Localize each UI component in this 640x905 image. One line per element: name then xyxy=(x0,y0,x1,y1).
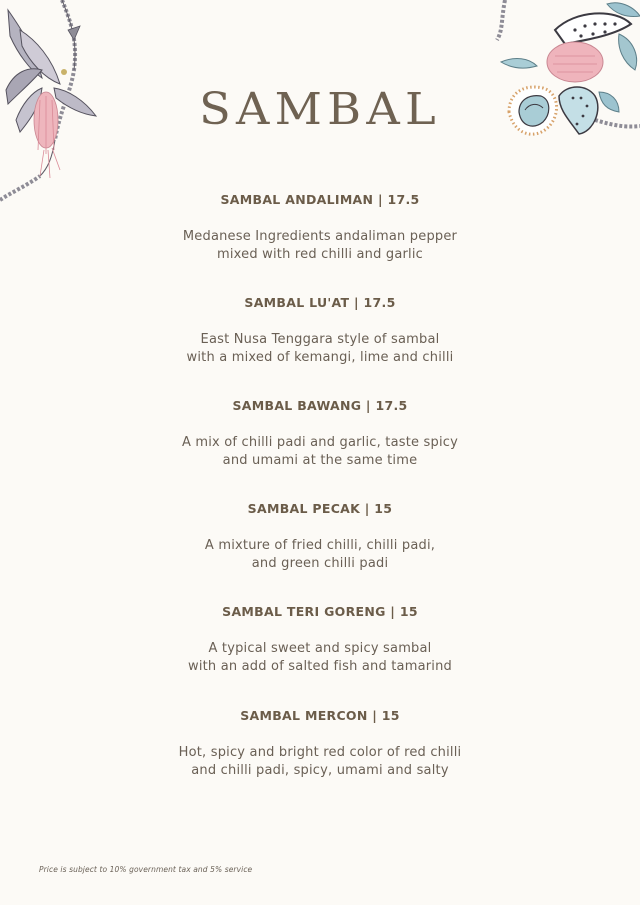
menu-item-description-line: and chilli padi, spicy, umami and salty xyxy=(191,762,449,778)
menu-item-description-line: mixed with red chilli and garlic xyxy=(217,246,423,262)
tax-service-note: Price is subject to 10% government tax and 5% service xyxy=(39,865,253,874)
menu-item-description xyxy=(60,228,580,263)
menu-item-name: SAMBAL MERCON | 15 xyxy=(240,708,400,723)
menu-item xyxy=(60,294,580,366)
menu-item-description-line: Medanese Ingredients andaliman pepper xyxy=(182,229,458,244)
menu-item-description xyxy=(60,640,580,675)
menu-item xyxy=(60,397,580,469)
menu-item xyxy=(60,707,580,779)
menu-item-description-line: A mixture of fried chilli, chilli padi, xyxy=(204,538,436,553)
menu-item-name: SAMBAL PECAK | 15 xyxy=(247,501,393,516)
menu-item-description xyxy=(60,744,580,779)
menu-item-name: SAMBAL TERI GORENG | 15 xyxy=(222,604,418,619)
menu-item-description-line: Hot, spicy and bright red color of red chilli xyxy=(178,745,462,760)
menu-item-description-line: and green chilli padi xyxy=(251,555,389,571)
menu-item-name: SAMBAL ANDALIMAN | 17.5 xyxy=(220,192,420,207)
menu-item-description-line: and umami at the same time xyxy=(222,452,418,468)
menu-item-description-line: A typical sweet and spicy sambal xyxy=(208,641,432,656)
menu-item-description-line: with a mixed of kemangi, lime and chilli xyxy=(186,349,454,365)
menu-item-description-line: A mix of chilli padi and garlic, taste spicy xyxy=(181,435,459,450)
menu-item xyxy=(60,603,580,675)
menu-item-description-line: with an add of salted fish and tamarind xyxy=(187,658,452,674)
menu-item xyxy=(60,191,580,263)
menu-item-description xyxy=(60,331,580,366)
menu-item-description xyxy=(60,537,580,572)
menu-item-name: SAMBAL LU'AT | 17.5 xyxy=(244,295,396,310)
menu-item-name: SAMBAL BAWANG | 17.5 xyxy=(232,398,408,413)
menu-item-description xyxy=(60,434,580,469)
menu-item xyxy=(60,500,580,572)
page-title: SAMBAL xyxy=(199,84,441,135)
menu-item-description-line: East Nusa Tenggara style of sambal xyxy=(200,332,440,347)
